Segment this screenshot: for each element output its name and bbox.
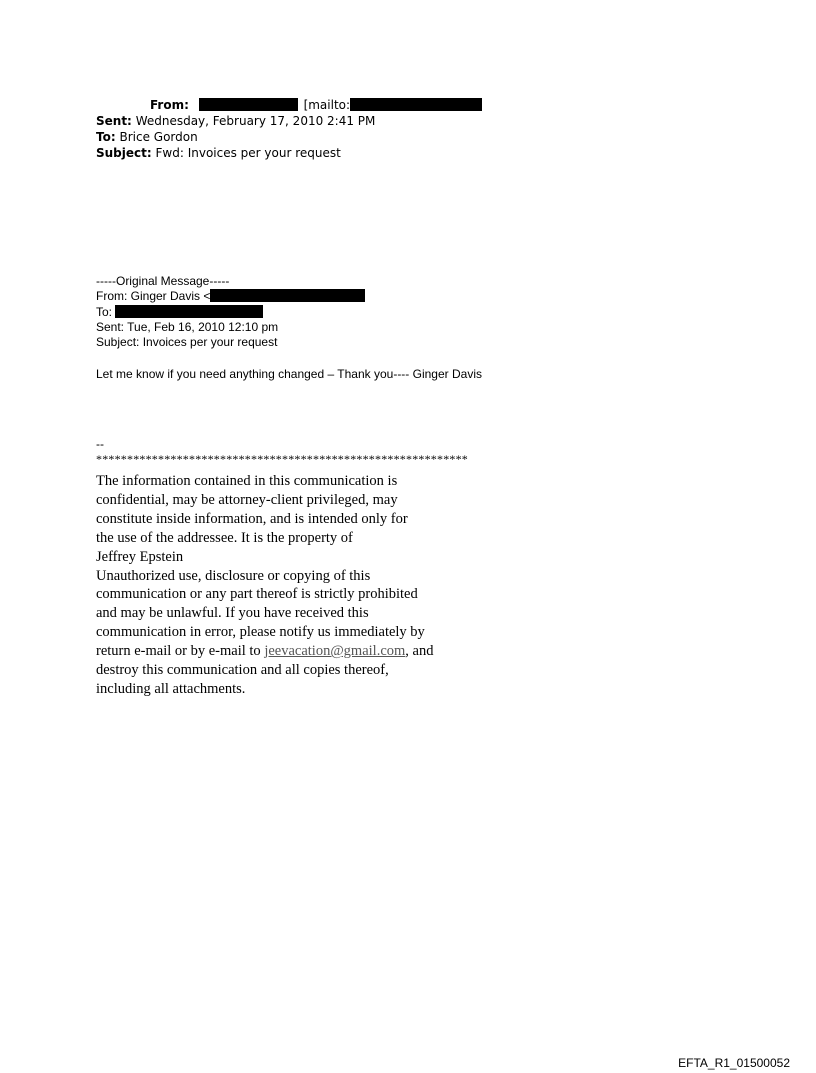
subject-line <box>96 145 341 161</box>
notice-line-with-link <box>96 642 616 661</box>
redaction-box <box>350 98 482 111</box>
sent-label: Sent: <box>96 114 132 128</box>
notice-line: including all attachments. <box>96 680 246 697</box>
notice-line: communication or any part thereof is strictly prohibited <box>96 586 418 603</box>
notice-line: The information contained in this communication is <box>96 473 398 489</box>
original-message-divider: -----Original Message----- <box>96 274 230 288</box>
to-value: Brice Gordon <box>119 130 198 144</box>
original-to-line <box>96 305 263 320</box>
notice-line: confidential, may be attorney-client privileged, may <box>96 491 398 508</box>
notice-line: Unauthorized use, disclosure or copying of this <box>96 567 371 584</box>
mailto-prefix: [mailto: <box>303 98 351 112</box>
notice-line: Jeffrey Epstein <box>96 548 184 565</box>
notice-return-suffix: , and <box>405 643 434 660</box>
signature-dashes: -- <box>96 437 104 451</box>
notice-line: communication in error, please notify us immediately by <box>96 624 425 641</box>
from-line <box>150 97 482 113</box>
redaction-box <box>210 289 365 302</box>
sent-line <box>96 113 375 129</box>
from-label: From: <box>150 98 189 112</box>
original-from-line <box>96 289 365 304</box>
confidentiality-notice <box>96 472 616 699</box>
redaction-box <box>115 305 263 318</box>
notice-line: the use of the addressee. It is the property of <box>96 529 353 546</box>
redaction-box <box>199 98 298 111</box>
to-label: To: <box>96 130 116 144</box>
original-from-prefix: From: Ginger Davis < <box>96 289 211 303</box>
email-link[interactable]: jeevacation@gmail.com <box>264 643 406 660</box>
original-sent-line: Sent: Tue, Feb 16, 2010 12:10 pm <box>96 320 279 334</box>
signature-stars: ************************************************************ <box>96 452 468 466</box>
subject-value: Fwd: Invoices per your request <box>155 146 341 160</box>
notice-line: destroy this communication and all copies thereof, <box>96 662 389 679</box>
original-subject-line: Subject: Invoices per your request <box>96 335 278 349</box>
notice-return-prefix: return e-mail or by e-mail to <box>96 643 265 660</box>
notice-line: constitute inside information, and is intended only for <box>96 510 408 527</box>
original-to-prefix: To: <box>96 305 116 319</box>
sent-value: Wednesday, February 17, 2010 2:41 PM <box>135 114 376 128</box>
subject-label: Subject: <box>96 146 152 160</box>
to-line <box>96 129 198 145</box>
notice-line: and may be unlawful. If you have received this <box>96 605 369 622</box>
document-id: EFTA_R1_01500052 <box>678 1056 790 1070</box>
original-body: Let me know if you need anything changed – Thank you---- Ginger Davis <box>96 367 482 381</box>
